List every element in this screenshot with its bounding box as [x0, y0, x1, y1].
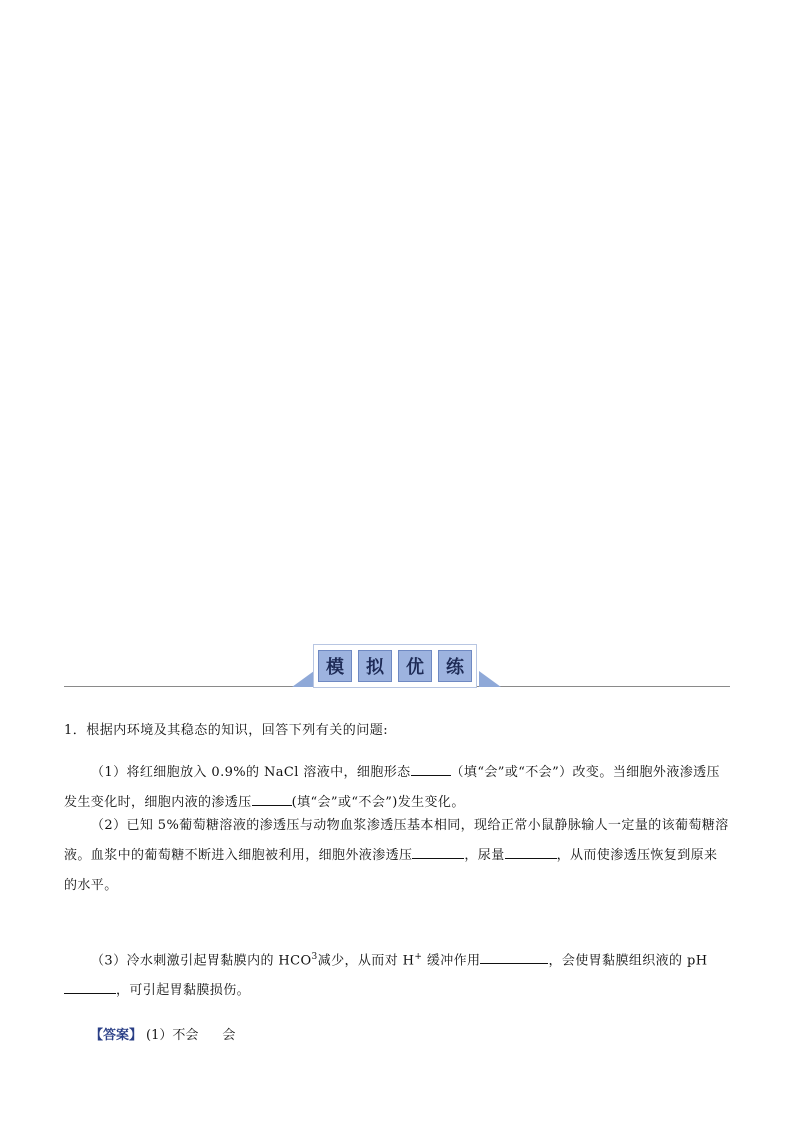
section-banner	[313, 644, 477, 688]
answer-text: (1）不会	[146, 1028, 199, 1043]
answer-blank	[505, 844, 557, 859]
superscript: +	[414, 952, 423, 962]
banner-char: 模	[318, 650, 352, 682]
question-part-2	[64, 811, 730, 901]
answer-blank	[64, 979, 116, 994]
question-text: （填“会”或“不会”）改变。当细胞外液渗透压发生变化时，细胞内液的渗透压	[64, 765, 720, 810]
answer-blank	[411, 761, 451, 776]
question-title: 1．根据内环境及其稳态的知识，回答下列有关的问题:	[64, 723, 389, 738]
question-text: （2）已知 5%葡萄糖溶液的渗透压与动物血浆渗透压基本相同，现给正常小鼠静脉输人一定量的该葡萄糖溶液。血浆中的葡萄糖不断进入细胞被利用，细胞外液渗透压	[64, 818, 729, 863]
question-text: ，可引起胃黏膜损伤。	[116, 983, 251, 999]
banner-ribbon-right	[479, 671, 501, 687]
banner-ribbon-left	[292, 671, 314, 687]
answer-blank	[480, 949, 548, 964]
question-part-1	[64, 758, 730, 818]
banner-char: 练	[438, 650, 472, 682]
question-text: ，从而使渗透压恢复到原来的水平。	[64, 848, 718, 893]
question-text: 缓冲作用	[422, 953, 481, 969]
question-text: （1）将红细胞放入 0.9%的 NaCl 溶液中，细胞形态	[91, 765, 411, 780]
answer-line	[90, 1024, 235, 1043]
answer-tag: 【答案】	[90, 1028, 143, 1043]
question-text: （3）冷水刺激引起胃黏膜内的 HCO	[91, 953, 312, 969]
question-text: 减少，从而对 H	[317, 953, 415, 969]
answer-blank	[252, 791, 292, 806]
superscript: 3	[311, 952, 318, 962]
question-part-3	[64, 942, 730, 1006]
question-text: ，会使胃黏膜组织液的 pH	[548, 953, 708, 969]
banner-char: 优	[398, 650, 432, 682]
answer-blank	[412, 844, 464, 859]
question-text: (填“会”或“不会”)发生变化。	[291, 795, 465, 810]
answer-text: 会	[222, 1028, 236, 1043]
banner-char: 拟	[358, 650, 392, 682]
question-text: ，尿量	[464, 848, 505, 863]
